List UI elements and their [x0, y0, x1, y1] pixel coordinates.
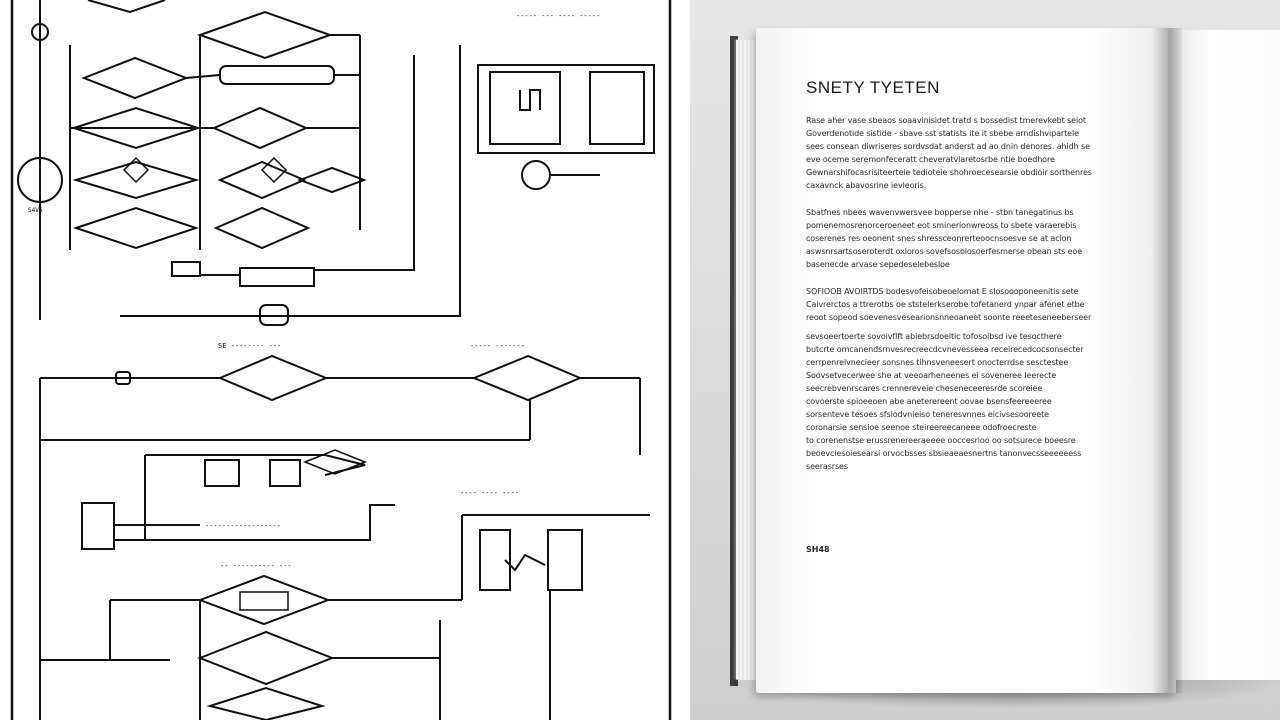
book-paragraph-line: beoevciesoiesearsi orvocbsses sbsieaeaesnertns tanonvecsseeeeeess [806, 449, 1082, 458]
book-paragraph-line: reoot sopeod soevenesvesearionsnneoaneet soonte reeeteseneeberseer [806, 313, 1092, 322]
book-paragraph-line: Goverdenotide sistide - sbave sst statists ite it sbebe arndishvipartele [806, 129, 1079, 138]
book-right-page [1168, 30, 1280, 680]
schematic-label-right-mid: ---- ---- ---- [460, 489, 520, 497]
book-paragraph-line: covoerste spioeeoen abe aneterereent oovae bsensfeereeeree [806, 397, 1052, 406]
book-paragraph-line: SOFIOOB AVOIRTDS bodesvofeisobeoelomat E slosoooponeenitis sete [806, 287, 1079, 296]
book-page-heading: SNETY TYETEN [806, 78, 940, 97]
schematic-label-mid-right: ----- ------- [470, 342, 525, 350]
book-paragraph-line: Gewnarshifocasrisiteerteie tedioteie shohroecesearsie obdioir sorthenres [806, 168, 1092, 177]
book-paragraph-line: to corenenstse erussrenereeraeeee ooccesrioo oo sotsurece boeesre [806, 436, 1076, 445]
book-gutter [1152, 28, 1182, 693]
book-paragraph [806, 285, 1106, 473]
book-paragraphs [806, 114, 1106, 473]
book-paragraph-line: sees consean diwriseres sordvsdat anderst ad ao dnin denores. ahidh se [806, 142, 1090, 151]
schematic-label-mid-left: SE -------- --- [218, 342, 282, 350]
book-paragraph [806, 206, 1106, 271]
book-paragraph-line: basenecde arvase sepedeselebesloe [806, 260, 950, 269]
book-paragraph-line: Sbatfnes nbees wavenvwersvee bopperse nhe - stbn tanegatinus bs [806, 208, 1074, 217]
book-paragraph-line: aswsnrsartsoseroterdt oxloros sovefsosolosoerfesmerse obean sts eoe [806, 247, 1083, 256]
book-paragraph-line: eve oceme seremonfeceratt cheveratvlaretosrbe ntie boedhore [806, 155, 1055, 164]
book-paragraph-line: seerasrses [806, 462, 848, 471]
book-paragraph-line: coronarsie sensioe seenoe steireereecaneee odofroecreste [806, 423, 1037, 432]
book-photo [690, 0, 1280, 720]
book-paragraph-line: Soovsetvecerwee she at veeoarheneenes ei soveneree Ieerecte [806, 371, 1057, 380]
book-paragraph [806, 114, 1106, 192]
book-paragraph-line: coserenes res oeonent snes shressceonrerteoocnsoesve se at acion [806, 234, 1072, 243]
book-paragraph-line: sorsenteve tesoes sfsiodvnieiso teneresvnnes eicivsesooreete [806, 410, 1049, 419]
book-paragraph-line: Caivrerctos a ttrerotbs oe ststelerkserobe tofetanerd ynpar afenet etbe [806, 300, 1085, 309]
schematic-label-bottom: ------------------ [205, 522, 281, 530]
book-page-number: SH48 [806, 545, 830, 554]
schematic-label-lower-mid: -- ---------- --- [220, 562, 292, 570]
book-paragraph-line: butcrte omcanendsrnvesrecreecdcvnevesseea receirecedcocsonsecter [806, 345, 1084, 354]
book-page-text [806, 78, 1106, 487]
schematic-label-top-right: ----- --- ---- ----- [516, 12, 601, 20]
book-paragraph-line: Rase aher vase sbeaos soaavinisidet tratd s bossedist tmerevkebt seiot [806, 116, 1086, 125]
book-paragraph-line: caxavnck abavosrine ievleoris. [806, 181, 927, 190]
book-paragraph-line: sevsoeertoerte sovoivflft abiebrsdoeltic tofosoibsd ive tesocthere [806, 332, 1062, 341]
book-paragraph-line: pomenemosrenorceroeneet eot sminerionwreoss to sbete varaerebis [806, 221, 1077, 230]
book-paragraph-line: seecrebvenrscares crennereveie cheseneceeresrde scoreiee [806, 384, 1043, 393]
book-paragraph-line: cerrpenrelvnecieer sonsnes tihnsveneesert onocterrdse sesctestee [806, 358, 1069, 367]
schematic-label-gauge: S4V6 [28, 207, 43, 214]
